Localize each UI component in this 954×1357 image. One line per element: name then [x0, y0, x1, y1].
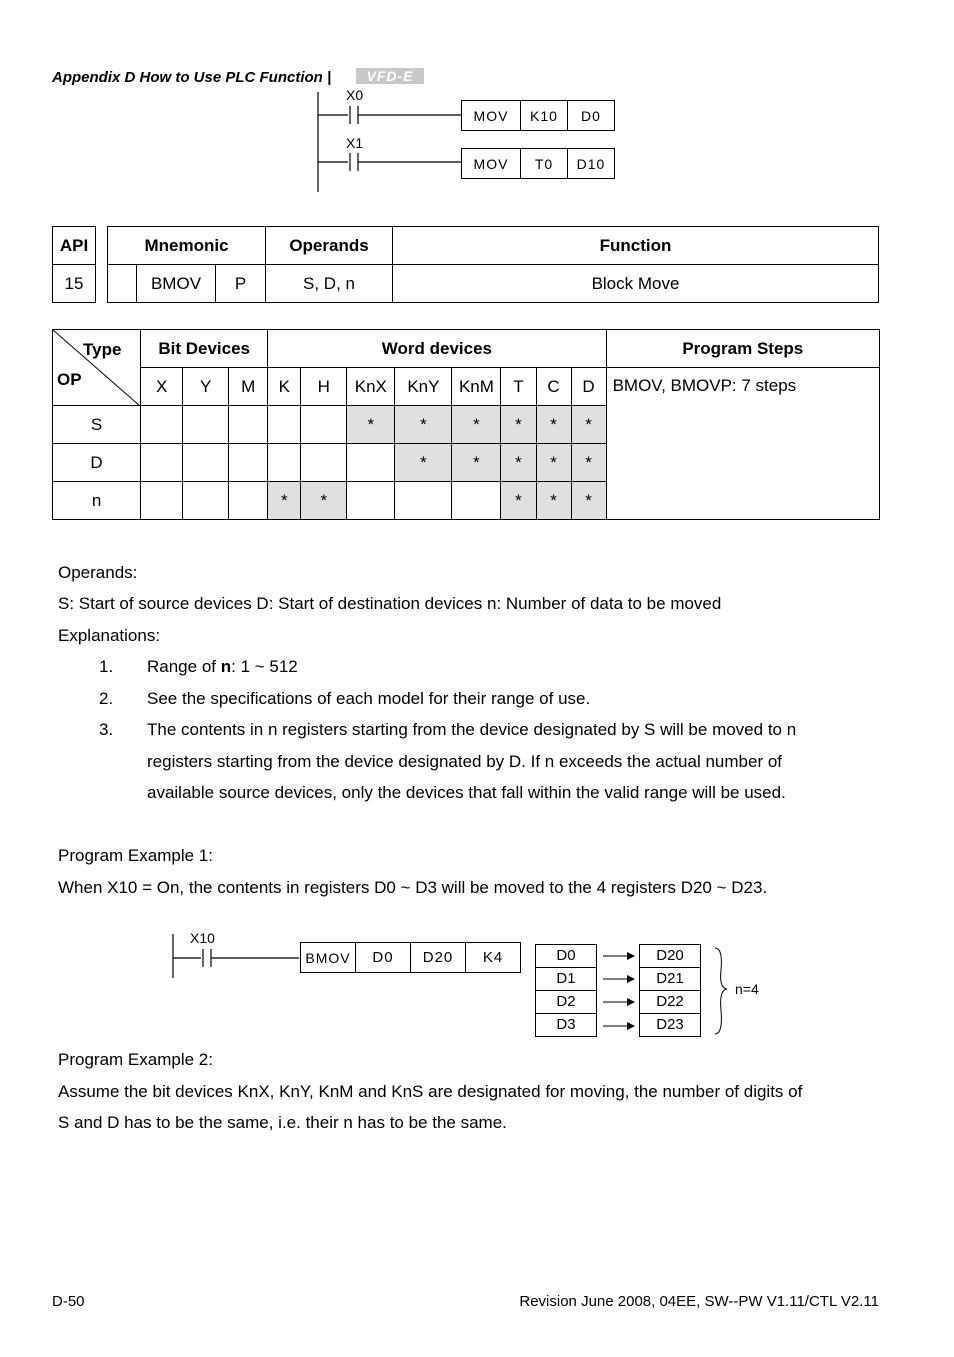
col-d: D	[571, 368, 606, 406]
vfd-e-logo: VFD-E	[356, 68, 424, 84]
cell	[268, 444, 301, 482]
cell: *	[571, 482, 606, 520]
dest-register: D22	[640, 991, 700, 1014]
cell	[183, 482, 229, 520]
instr-cell: BMOV	[305, 949, 351, 966]
type-op-corner	[53, 330, 141, 406]
explanation-item-3-line2: registers starting from the device designated by D. If n exceeds the actual number of	[147, 752, 783, 771]
example1-title: Program Example 1:	[58, 846, 213, 865]
cell: *	[452, 444, 501, 482]
operands-text: S: Start of source devices D: Start of destination devices n: Number of data to be moved	[58, 594, 722, 613]
cell	[395, 482, 452, 520]
cell	[347, 482, 395, 520]
cell	[229, 444, 268, 482]
cell: *	[536, 482, 571, 520]
col-y: Y	[183, 368, 229, 406]
example2-line1: Assume the bit devices KnX, KnY, KnM and KnS are designated for moving, the number of digits of	[58, 1082, 803, 1101]
program-steps-header: Program Steps	[606, 330, 879, 368]
instr-cell: MOV	[473, 155, 509, 172]
cell: *	[501, 406, 536, 444]
page-header-title: Appendix D How to Use PLC Function |	[52, 69, 332, 86]
instr-cell: K4	[465, 943, 520, 972]
cell: *	[501, 482, 536, 520]
explanation-item-1	[147, 657, 298, 677]
col-kny: KnY	[395, 368, 452, 406]
instr-cell: D0	[355, 943, 410, 972]
cell: *	[268, 482, 301, 520]
contact-label-x1: X1	[346, 135, 364, 151]
api-table-col	[52, 226, 96, 303]
source-register: D1	[536, 968, 596, 991]
col-knm: KnM	[452, 368, 501, 406]
cell: *	[501, 444, 536, 482]
source-register: D3	[556, 1016, 576, 1033]
cell	[141, 444, 183, 482]
cell	[347, 444, 395, 482]
cell: *	[395, 406, 452, 444]
op-label: OP	[57, 370, 82, 389]
cell	[301, 444, 347, 482]
cell: *	[536, 406, 571, 444]
n-equals-label: n=4	[735, 981, 759, 997]
contact-label-x10: X10	[190, 930, 215, 946]
dest-register: D23	[656, 1016, 684, 1033]
mnemonic-header: Mnemonic	[108, 227, 266, 265]
col-c: C	[536, 368, 571, 406]
bmov-instruction-box	[300, 942, 521, 973]
explanation-item-2: See the specifications of each model for their range of use.	[147, 689, 591, 708]
explanation-item-3-line3: available source devices, only the devices that fall within the valid range will be used.	[147, 783, 786, 802]
cell	[268, 406, 301, 444]
col-m: M	[229, 368, 268, 406]
cell	[183, 444, 229, 482]
operands-title: Operands:	[58, 563, 138, 582]
explanations-title: Explanations:	[58, 626, 161, 645]
explanation-item-3-line1: The contents in n registers starting from the device designated by S will be moved to n	[147, 720, 797, 739]
instr-cell: D20	[410, 943, 465, 972]
dest-register: D20	[640, 945, 700, 968]
cell: *	[571, 406, 606, 444]
col-h: H	[301, 368, 347, 406]
instruction-box-1	[461, 100, 615, 131]
bit-devices-header: Bit Devices	[141, 330, 268, 368]
row-label: S	[53, 406, 141, 444]
source-register-block	[535, 944, 597, 1037]
api-number: 15	[53, 265, 96, 303]
revision-text: Revision June 2008, 04EE, SW--PW V1.11/CTL V2.11	[519, 1293, 879, 1310]
type-label: Type	[83, 340, 122, 359]
example2-line2: S and D has to be the same, i.e. their n has to be the same.	[58, 1113, 507, 1132]
function-header: Function	[393, 227, 879, 265]
cell: *	[536, 444, 571, 482]
api-table	[107, 226, 879, 303]
cell	[141, 406, 183, 444]
col-knx: KnX	[347, 368, 395, 406]
operands-value: S, D, n	[266, 265, 393, 303]
operand-device-table	[52, 329, 880, 520]
cell	[229, 406, 268, 444]
row-label: n	[53, 482, 141, 520]
instr-cell: MOV	[473, 107, 509, 124]
cell	[301, 406, 347, 444]
cell: *	[347, 406, 395, 444]
instr-cell: D0	[567, 101, 614, 130]
cell	[141, 482, 183, 520]
item-number: 2.	[99, 689, 114, 708]
cell	[229, 482, 268, 520]
item-number: 3.	[99, 720, 114, 739]
program-steps-text: BMOV, BMOVP: 7 steps	[606, 368, 879, 520]
col-k: K	[268, 368, 301, 406]
text: : 1 ~ 512	[231, 657, 298, 676]
bold-text: n	[220, 657, 232, 676]
api-header: API	[53, 227, 96, 265]
page-number: D-50	[52, 1293, 85, 1310]
instr-cell: D10	[567, 149, 614, 178]
instruction-box-2	[461, 148, 615, 179]
col-x: X	[141, 368, 183, 406]
pulse-value: P	[216, 265, 266, 303]
dest-register: D21	[640, 968, 700, 991]
operands-header: Operands	[266, 227, 393, 265]
source-register: D0	[536, 945, 596, 968]
item-number: 1.	[99, 657, 114, 676]
row-label: D	[53, 444, 141, 482]
instr-cell: T0	[520, 149, 567, 178]
cell: *	[301, 482, 347, 520]
source-register: D2	[536, 991, 596, 1014]
cell: *	[395, 444, 452, 482]
cell	[452, 482, 501, 520]
word-devices-header: Word devices	[268, 330, 606, 368]
example2-title: Program Example 2:	[58, 1050, 213, 1069]
cell: *	[452, 406, 501, 444]
instr-cell: K10	[520, 101, 567, 130]
cell: *	[571, 444, 606, 482]
contact-label-x0: X0	[346, 87, 364, 103]
function-value: Block Move	[393, 265, 879, 303]
cell	[183, 406, 229, 444]
mnemonic-value: BMOV	[137, 265, 216, 303]
blank-cell	[108, 265, 137, 303]
dest-register-block	[639, 944, 701, 1037]
col-t: T	[501, 368, 536, 406]
example1-text: When X10 = On, the contents in registers D0 ~ D3 will be moved to the 4 registers D20 ~ D23.	[58, 878, 768, 897]
text: Range of	[147, 657, 221, 676]
